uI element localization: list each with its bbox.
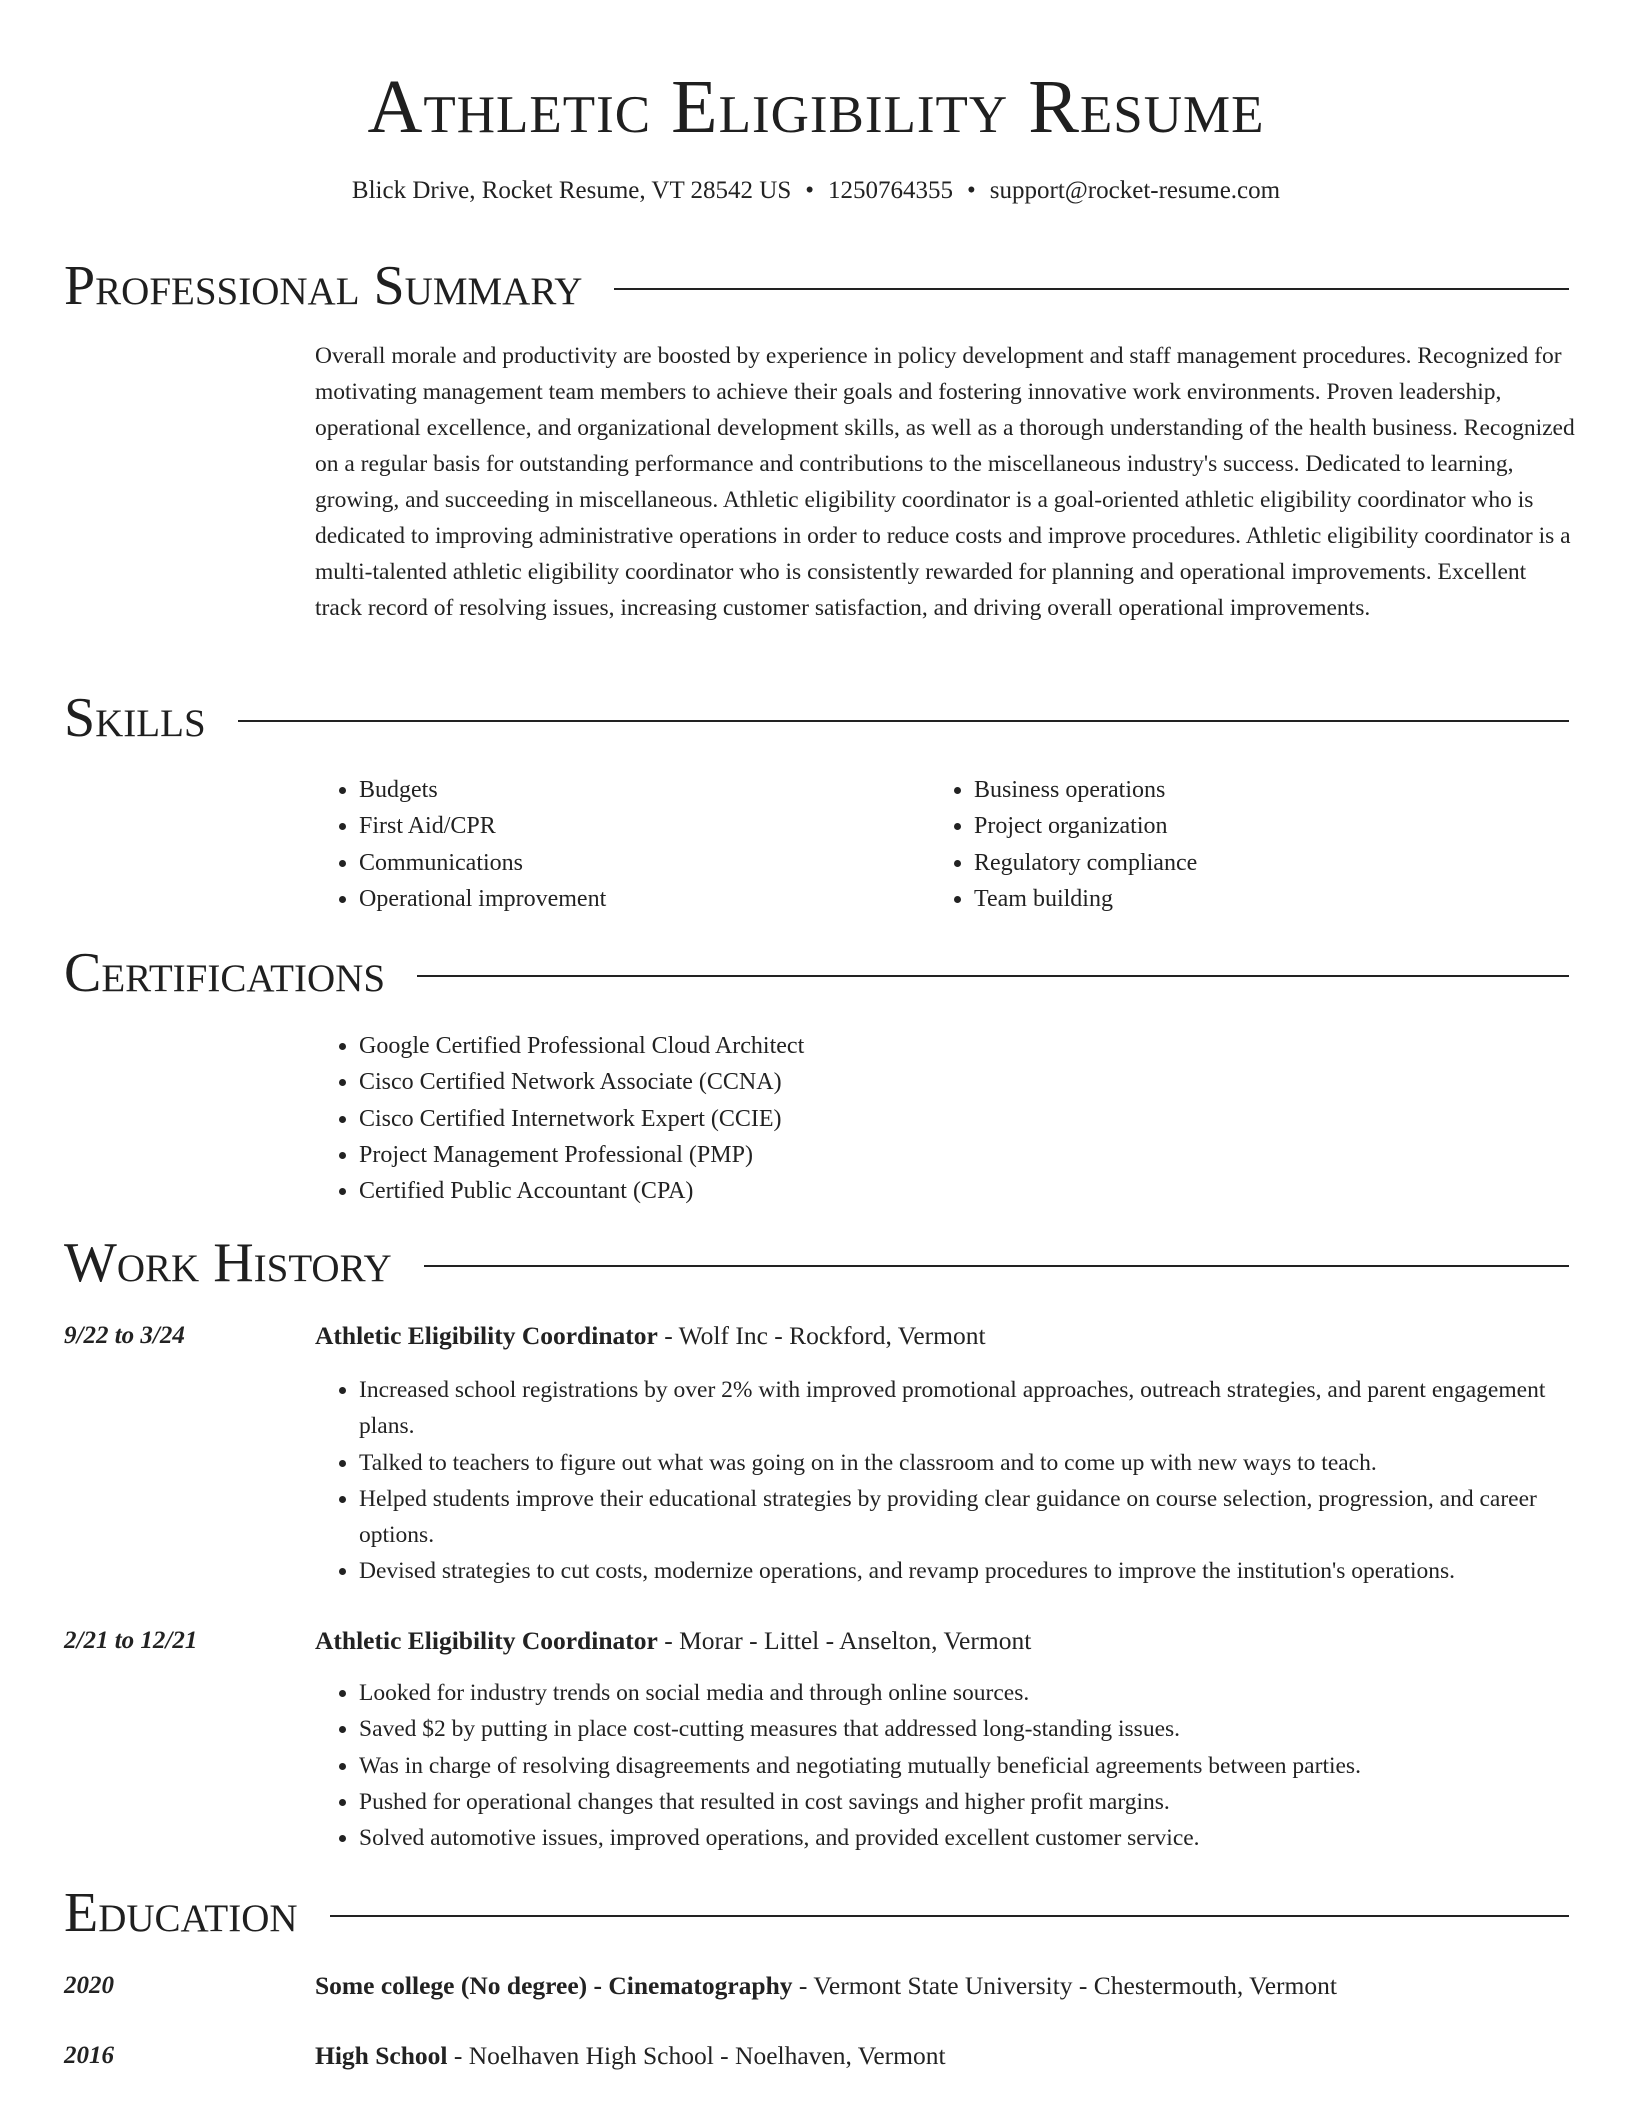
section-divider bbox=[424, 1265, 1569, 1267]
skill-item: • Business operations bbox=[974, 772, 1530, 808]
section-divider bbox=[238, 720, 1569, 722]
education-year: 2020 bbox=[64, 1972, 114, 1999]
contact-email: support@rocket-resume.com bbox=[989, 177, 1281, 204]
skills-section-header bbox=[64, 686, 1569, 750]
skill-item: • Operational improvement bbox=[359, 881, 915, 917]
contact-address: Blick Drive, Rocket Resume, VT 28542 US bbox=[351, 177, 792, 204]
job-bullet: • Increased school registrations by over 2% with improved promotional approaches, outreach strategies, and parent engagement plans. bbox=[359, 1372, 1575, 1445]
job-dates: 9/22 to 3/24 bbox=[64, 1322, 185, 1349]
education-line bbox=[315, 2038, 946, 2074]
section-divider bbox=[330, 1915, 1569, 1917]
summary-text: Overall morale and productivity are boosted by experience in policy development and staff management procedures. Recognized for motivating management team members to achieve their goals and fostering innovative work environments. Proven leadership, operational excellence, and organizational development skills, as well as a thorough understanding of the health business. Recognized on a regular basis for outstanding performance and contributions to the miscellaneous industry's success. Dedicated to learning, growing, and succeeding in miscellaneous. Athletic eligibility coordinator is a goal-oriented athletic eligibility coordinator who is dedicated to improving administrative operations in order to reduce costs and improve procedures. Athletic eligibility coordinator is a multi-talented athletic eligibility coordinator who is consistently rewarded for planning and operational improvements. Excellent track record of resolving issues, increasing customer satisfaction, and driving overall operational improvements. bbox=[315, 343, 1575, 621]
education-line bbox=[315, 1968, 1337, 2004]
job-company: - Wolf Inc - Rockford, Vermont bbox=[657, 1321, 986, 1350]
job-role: Athletic Eligibility Coordinator bbox=[315, 1321, 658, 1350]
job-bullet: • Was in charge of resolving disagreements and negotiating mutually beneficial agreements between parties. bbox=[359, 1748, 1575, 1784]
job-responsibilities bbox=[315, 1372, 1575, 1590]
job-title-line bbox=[315, 1623, 1031, 1659]
skills-list-right bbox=[930, 772, 1530, 917]
education-year: 2016 bbox=[64, 2042, 114, 2069]
certification-item: • Google Certified Professional Cloud Architect bbox=[359, 1028, 1215, 1064]
education-degree: Some college (No degree) - Cinematography bbox=[315, 1971, 793, 2000]
job-bullet: • Pushed for operational changes that resulted in cost savings and higher profit margins. bbox=[359, 1784, 1575, 1820]
section-divider bbox=[417, 975, 1569, 977]
job-dates: 2/21 to 12/21 bbox=[64, 1627, 198, 1654]
job-bullet: • Looked for industry trends on social media and through online sources. bbox=[359, 1675, 1575, 1711]
certification-item: • Cisco Certified Network Associate (CCNA) bbox=[359, 1064, 1215, 1100]
contact-separator: • bbox=[967, 177, 976, 204]
job-company: - Morar - Littel - Anselton, Vermont bbox=[657, 1626, 1032, 1655]
skill-item: • First Aid/CPR bbox=[359, 808, 915, 844]
section-divider bbox=[614, 288, 1569, 290]
skills-list-left bbox=[315, 772, 915, 917]
contact-phone: 1250764355 bbox=[828, 177, 954, 204]
skill-item: • Regulatory compliance bbox=[974, 845, 1530, 881]
skill-item: • Project organization bbox=[974, 808, 1530, 844]
summary-heading: Professional Summary bbox=[64, 255, 583, 317]
job-role: Athletic Eligibility Coordinator bbox=[315, 1626, 658, 1655]
education-section-header bbox=[64, 1881, 1569, 1945]
certifications-section-header bbox=[64, 941, 1569, 1005]
job-bullet: • Solved automotive issues, improved operations, and provided excellent customer service. bbox=[359, 1820, 1575, 1856]
education-heading: Education bbox=[64, 1882, 298, 1944]
contact-separator: • bbox=[805, 177, 815, 204]
summary-section-header bbox=[64, 254, 1569, 318]
job-title-line bbox=[315, 1318, 986, 1354]
education-school: - Noelhaven High School - Noelhaven, Vermont bbox=[447, 2041, 946, 2070]
job-bullet: • Saved $2 by putting in place cost-cutting measures that addressed long-standing issues. bbox=[359, 1711, 1575, 1747]
job-responsibilities bbox=[315, 1675, 1575, 1856]
certification-item: • Certified Public Accountant (CPA) bbox=[359, 1173, 1215, 1209]
job-bullet: • Devised strategies to cut costs, modernize operations, and revamp procedures to improve the institution's operations. bbox=[359, 1553, 1575, 1589]
job-bullet: • Talked to teachers to figure out what was going on in the classroom and to come up with new ways to teach. bbox=[359, 1445, 1575, 1481]
education-school: - Vermont State University - Chestermouth, Vermont bbox=[792, 1971, 1337, 2000]
certification-item: • Project Management Professional (PMP) bbox=[359, 1137, 1215, 1173]
skill-item: • Team building bbox=[974, 881, 1530, 917]
contact-line bbox=[0, 174, 1632, 208]
certifications-list bbox=[315, 1028, 1215, 1209]
skills-heading: Skills bbox=[64, 687, 206, 749]
certification-item: • Cisco Certified Internetwork Expert (CCIE) bbox=[359, 1101, 1215, 1137]
certifications-heading: Certifications bbox=[64, 942, 386, 1004]
skill-item: • Budgets bbox=[359, 772, 915, 808]
resume-title: Athletic Eligibility Resume bbox=[367, 65, 1265, 149]
job-bullet: • Helped students improve their educational strategies by providing clear guidance on course selection, progression, and career options. bbox=[359, 1481, 1575, 1554]
work-heading: Work History bbox=[64, 1232, 392, 1294]
work-section-header bbox=[64, 1231, 1569, 1295]
skill-item: • Communications bbox=[359, 845, 915, 881]
education-degree: High School bbox=[315, 2041, 448, 2070]
